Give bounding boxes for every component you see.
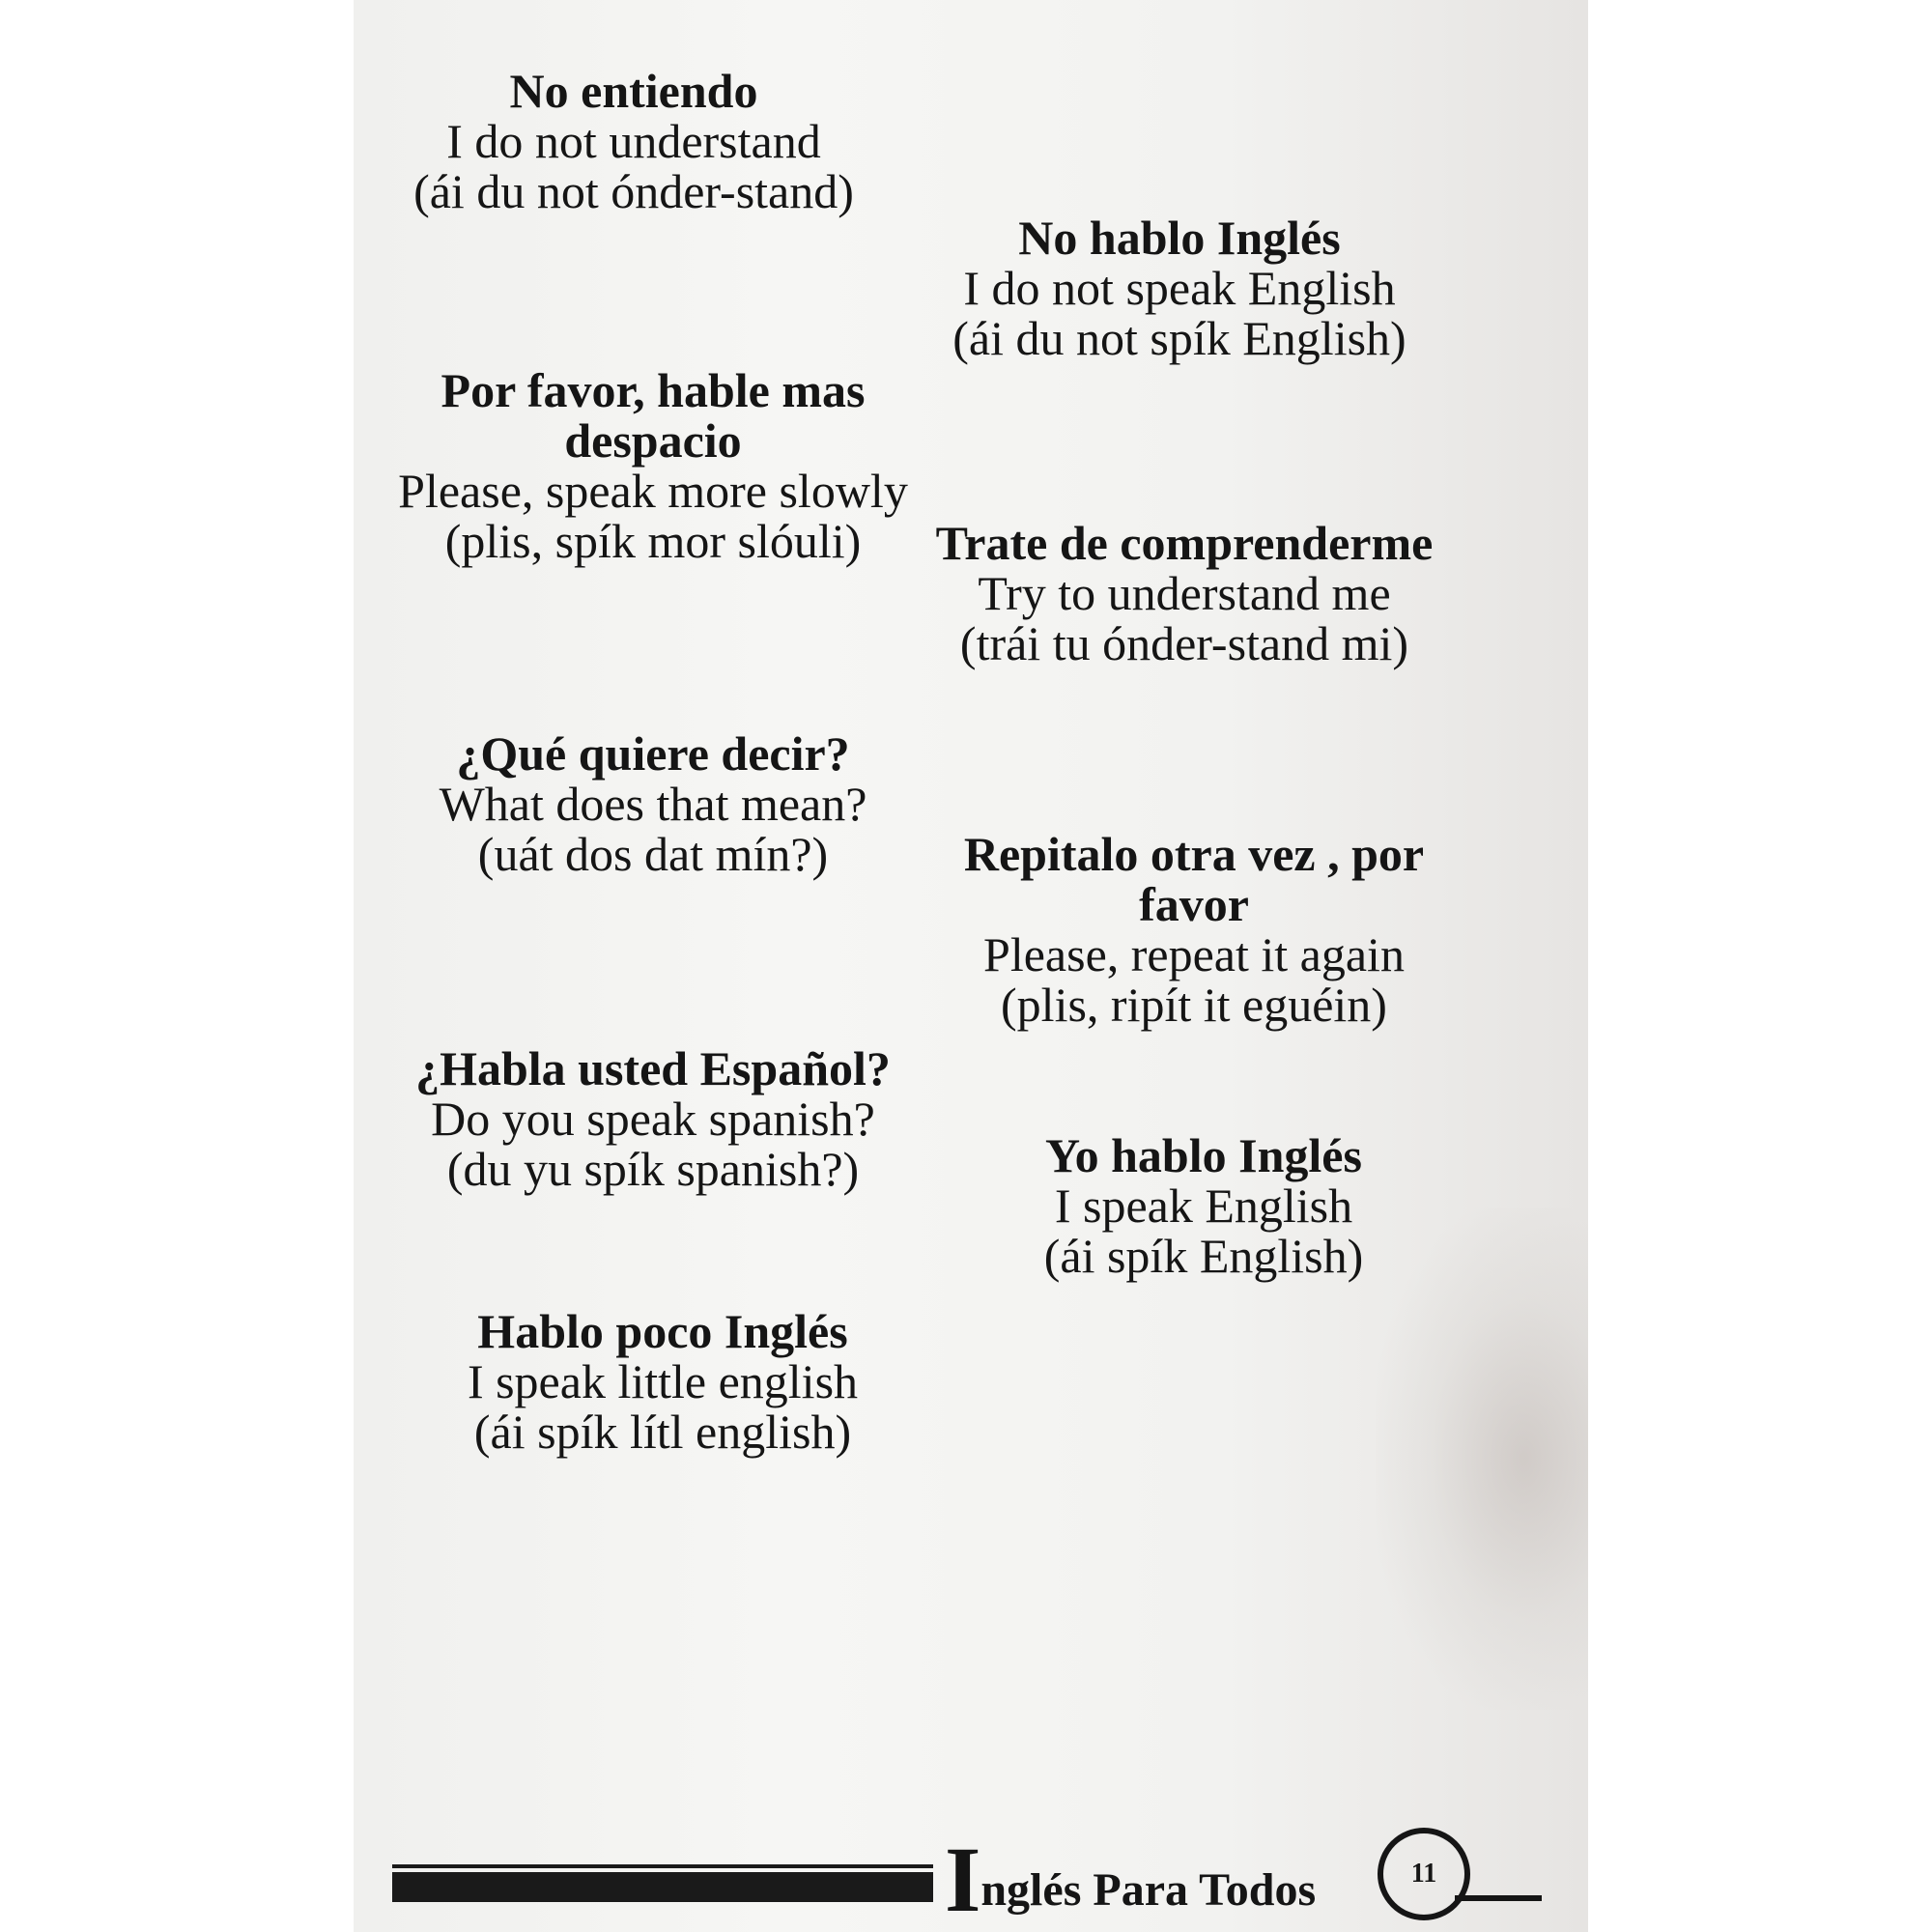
phrase-pronunciation: (plis, ripít it eguéin) <box>1001 978 1387 1032</box>
phrase-spanish: No entiendo <box>509 64 758 118</box>
phrase-block <box>412 728 895 879</box>
phrase-block <box>952 829 1435 1030</box>
phrase-english: What does that mean? <box>439 777 867 831</box>
phrase-english: Try to understand me <box>978 566 1391 620</box>
phrase-english: Do you speak spanish? <box>431 1092 875 1146</box>
phrase-block <box>392 1043 914 1194</box>
phrase-spanish: ¿Qué quiere decir? <box>456 726 850 781</box>
phrase-english: I do not speak English <box>963 261 1396 315</box>
phrase-block <box>991 1130 1416 1281</box>
phrase-block <box>383 365 923 566</box>
footer-bar <box>392 1872 933 1902</box>
phrase-pronunciation: (plis, spík mor slóuli) <box>444 514 862 568</box>
phrase-spanish: Yo hablo Inglés <box>1045 1128 1362 1182</box>
footer-rule <box>392 1864 933 1868</box>
footer-title-rest: nglés Para Todos <box>980 1864 1317 1916</box>
phrase-block <box>933 518 1435 668</box>
phrase-spanish: Por favor, hable mas despacio <box>440 363 866 468</box>
phrase-pronunciation: (trái tu ónder-stand mi) <box>959 616 1409 670</box>
phrase-english: I do not understand <box>446 114 821 168</box>
page-shadow <box>1376 1208 1588 1710</box>
footer-book-title <box>945 1826 1316 1932</box>
phrase-spanish: Hablo poco Inglés <box>477 1304 848 1358</box>
phrase-spanish: No hablo Inglés <box>1018 211 1341 265</box>
phrase-pronunciation: (ái spík lítl english) <box>473 1405 852 1459</box>
phrase-english: Please, repeat it again <box>983 927 1405 981</box>
phrase-block <box>904 213 1455 363</box>
phrase-pronunciation: (du yu spík spanish?) <box>446 1142 860 1196</box>
phrase-block <box>431 1306 895 1457</box>
footer-tail-line <box>1455 1895 1542 1901</box>
phrase-pronunciation: (ái du not spík English) <box>952 311 1406 365</box>
book-page <box>354 0 1588 1932</box>
phrase-block <box>402 66 866 216</box>
footer-title-initial: I <box>945 1828 981 1931</box>
phrase-spanish: Repitalo otra vez , por favor <box>963 827 1425 931</box>
phrase-spanish: Trate de comprenderme <box>935 516 1434 570</box>
phrase-english: I speak English <box>1054 1179 1353 1233</box>
phrase-pronunciation: (ái spík English) <box>1043 1229 1364 1283</box>
page-number: 11 <box>1378 1828 1470 1920</box>
phrase-english: Please, speak more slowly <box>398 464 908 518</box>
phrase-english: I speak little english <box>467 1354 859 1408</box>
phrase-spanish: ¿Habla usted Español? <box>415 1041 891 1095</box>
phrase-pronunciation: (uát dos dat mín?) <box>477 827 829 881</box>
phrase-pronunciation: (ái du not ónder-stand) <box>413 164 854 218</box>
